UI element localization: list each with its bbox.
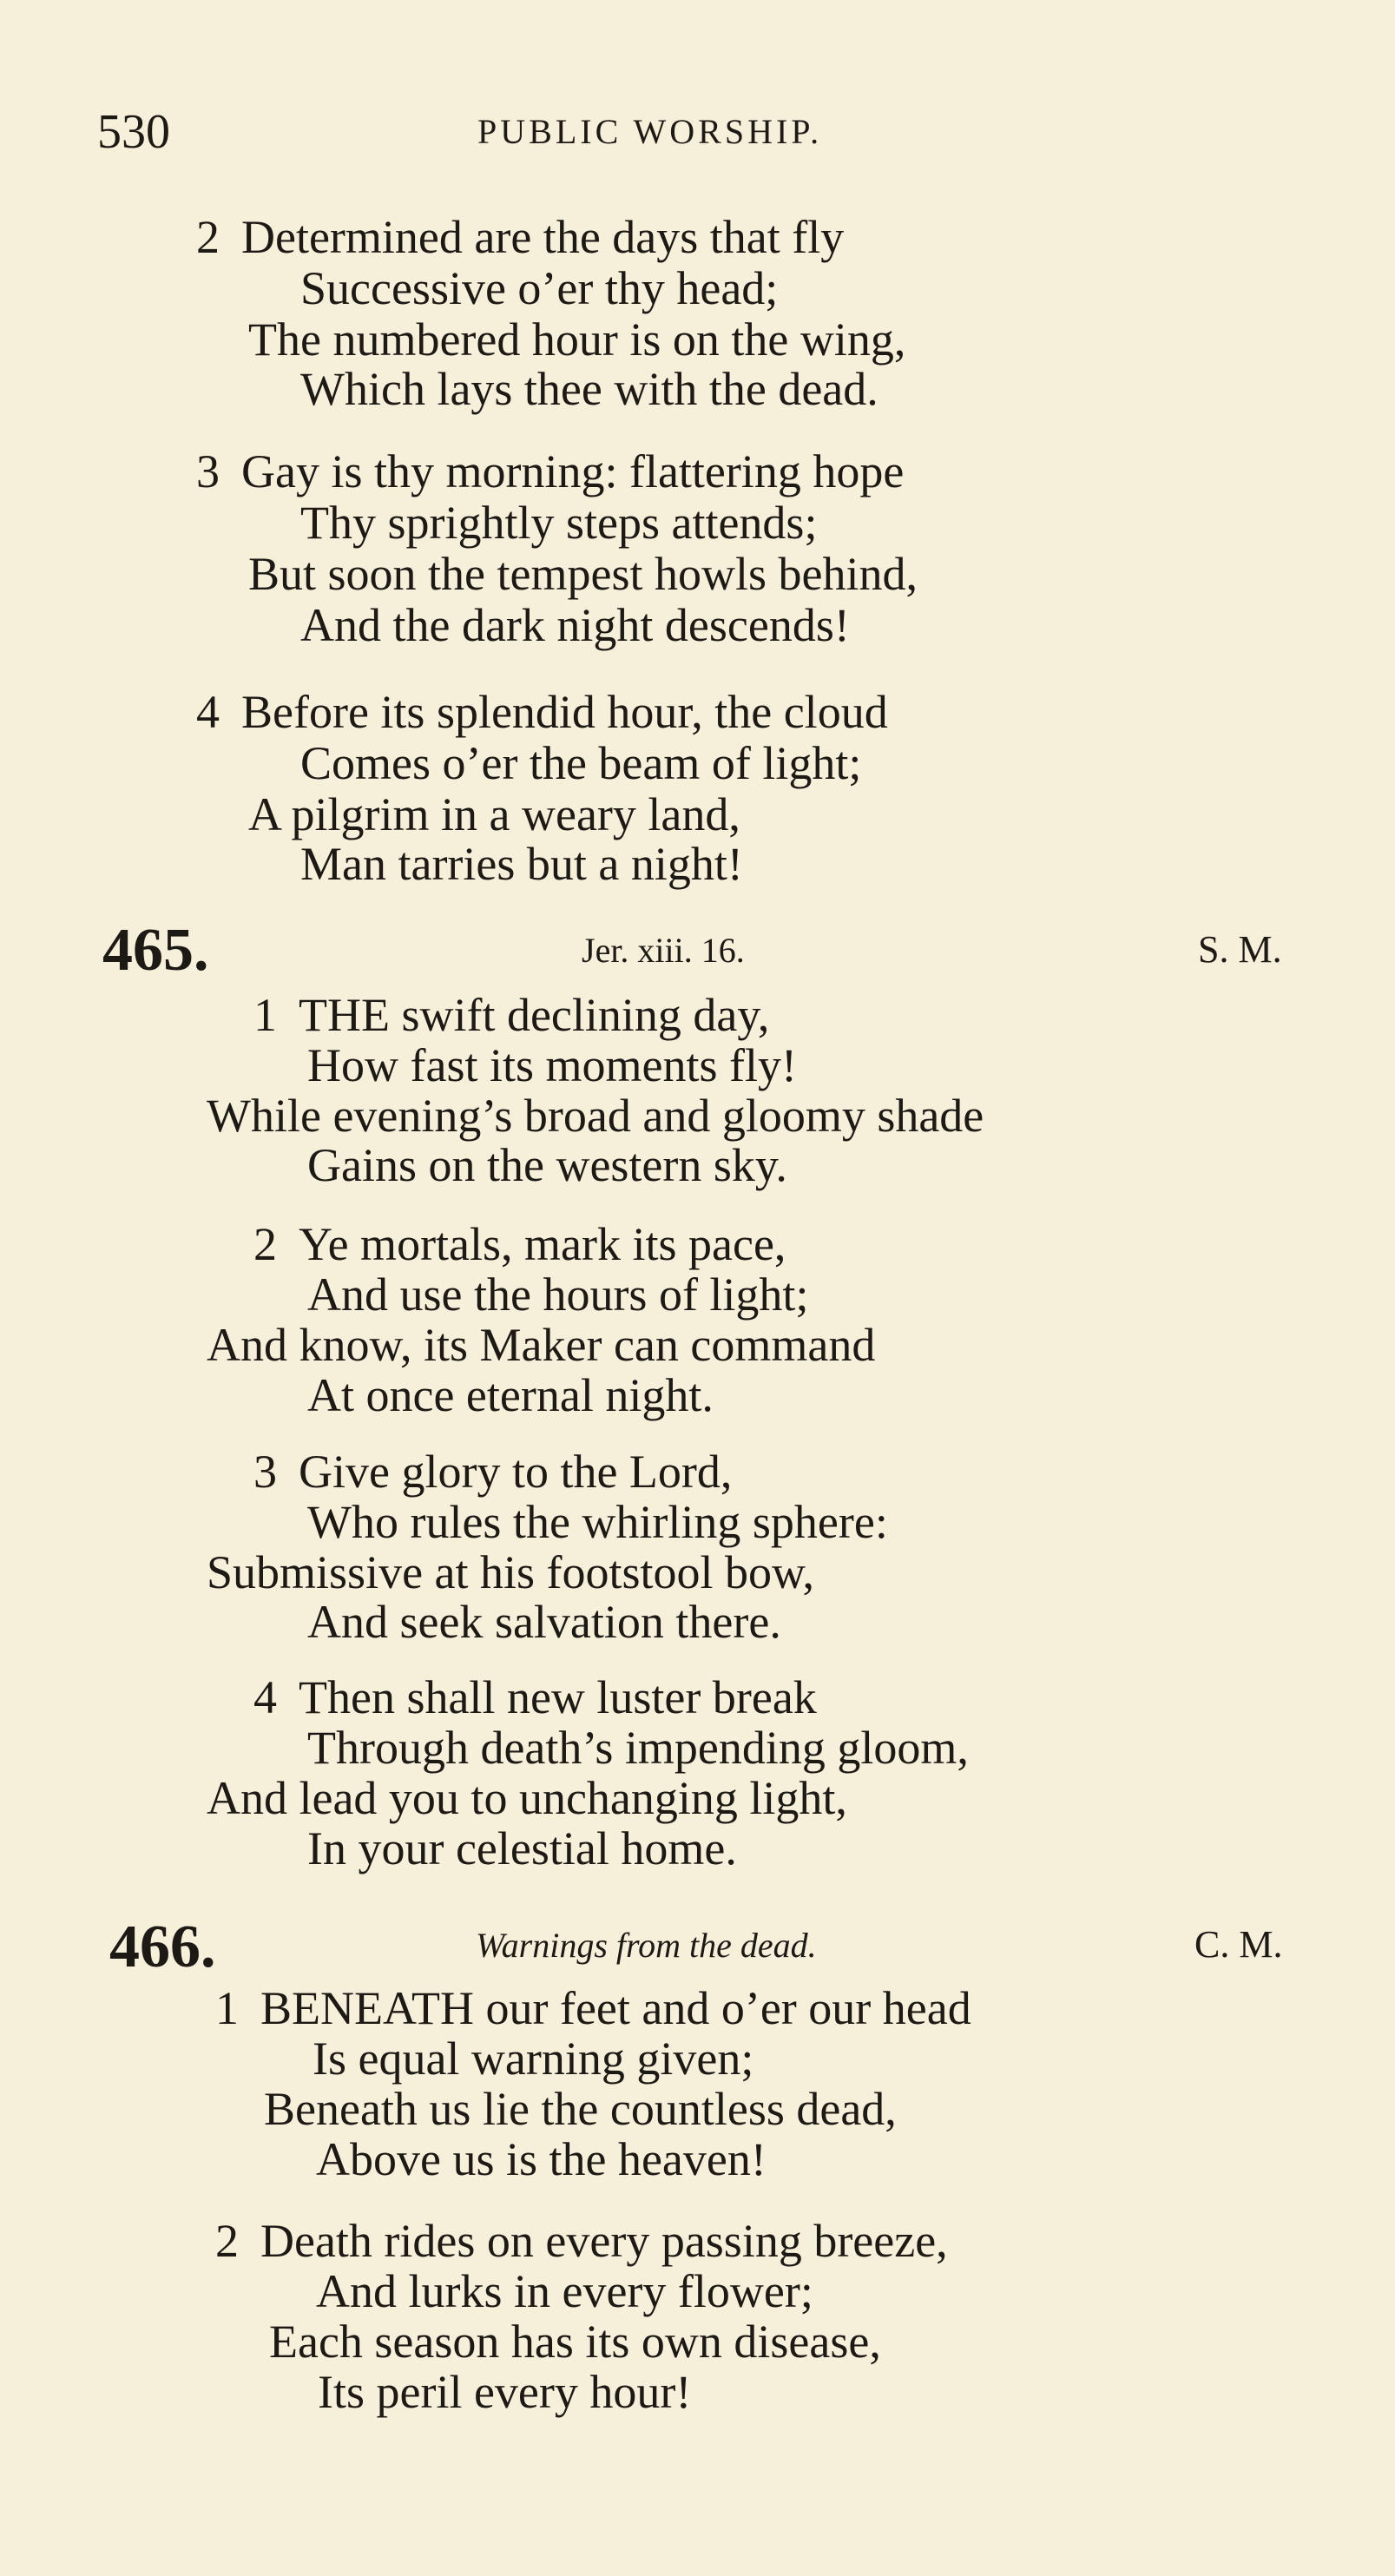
- page-header: [97, 104, 1313, 165]
- hymn-number: 466.: [109, 1914, 216, 1980]
- verse-line: While evening’s broad and gloomy shade: [207, 1090, 984, 1142]
- verse-line: Submissive at his footstool bow,: [207, 1546, 815, 1598]
- verse-number: 3: [253, 1446, 277, 1498]
- verse-line: 2 Determined are the days that fly: [196, 211, 845, 263]
- verse-line: Successive o’er thy head;: [300, 262, 779, 314]
- verse-line: 3 Give glory to the Lord,: [253, 1446, 733, 1498]
- hymn-meter: S. M.: [1198, 928, 1282, 971]
- verse-line: In your celestial home.: [307, 1822, 737, 1874]
- verse-line: Is equal warning given;: [313, 2032, 754, 2085]
- verse-number: 1: [215, 1982, 239, 2034]
- verse-line: 1 BENEATH our feet and o’er our head: [215, 1982, 971, 2034]
- verse-line: Through death’s impending gloom,: [307, 1722, 969, 1774]
- verse-line: 4 Before its splendid hour, the cloud: [196, 686, 888, 738]
- verse-line: And seek salvation there.: [307, 1596, 781, 1648]
- verse-line: And the dark night descends!: [300, 599, 850, 651]
- hymn-meter: C. M.: [1194, 1923, 1283, 1966]
- verse-line: How fast its moments fly!: [307, 1039, 797, 1091]
- verse-line: And know, its Maker can command: [207, 1319, 876, 1371]
- verse-line: Comes o’er the beam of light;: [300, 737, 862, 789]
- verse-line: 2 Ye mortals, mark its pace,: [253, 1218, 786, 1270]
- verse-line: 4 Then shall new luster break: [253, 1671, 817, 1723]
- verse-line: But soon the tempest howls behind,: [248, 548, 918, 600]
- verse-line: Thy sprightly steps attends;: [300, 497, 818, 549]
- verse-number: 4: [196, 686, 220, 738]
- verse-line: Each season has its own disease,: [269, 2316, 881, 2368]
- verse-line: And lurks in every flower;: [316, 2265, 813, 2317]
- hymn-scripture-reference: Jer. xiii. 16.: [582, 931, 745, 970]
- verse-line: And use the hours of light;: [307, 1268, 809, 1321]
- verse-line: And lead you to unchanging light,: [207, 1772, 847, 1824]
- verse-number: 2: [215, 2215, 239, 2267]
- verse-line: At once eternal night.: [307, 1369, 714, 1421]
- verse-line: Its peril every hour!: [318, 2366, 692, 2418]
- verse-line: Beneath us lie the countless dead,: [264, 2083, 897, 2135]
- verse-line: 2 Death rides on every passing breeze,: [215, 2215, 948, 2267]
- verse-number: 2: [196, 211, 220, 263]
- verse-number: 3: [196, 445, 220, 497]
- verse-line: Man tarries but a night!: [300, 838, 743, 890]
- verse-number: 4: [253, 1671, 277, 1723]
- hymn-number: 465.: [102, 917, 209, 984]
- verse-number: 1: [253, 989, 277, 1041]
- verse-line: Gains on the western sky.: [307, 1139, 787, 1191]
- verse-number: 2: [253, 1218, 277, 1270]
- running-head: PUBLIC WORSHIP.: [477, 112, 823, 151]
- verse-line: 1 THE swift declining day,: [253, 989, 770, 1041]
- verse-line: Above us is the heaven!: [316, 2133, 767, 2185]
- verse-line: Which lays thee with the dead.: [300, 363, 878, 415]
- verse-line: A pilgrim in a weary land,: [248, 788, 740, 840]
- verse-line: The numbered hour is on the wing,: [248, 313, 906, 366]
- verse-line: 3 Gay is thy morning: flattering hope: [196, 445, 905, 497]
- hymn-subtitle: Warnings from the dead.: [476, 1926, 817, 1965]
- page-number: 530: [97, 105, 170, 159]
- verse-line: Who rules the whirling sphere:: [307, 1496, 888, 1548]
